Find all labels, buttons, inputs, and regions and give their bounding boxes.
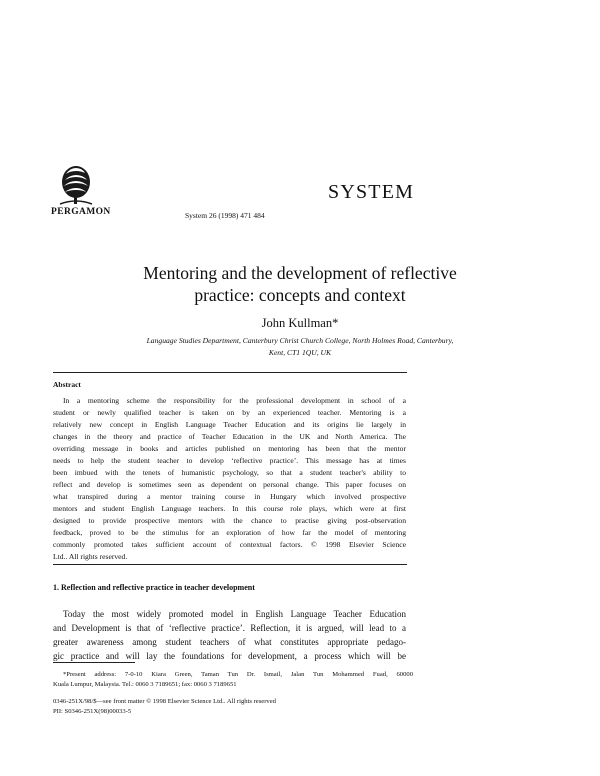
abstract-line: reflect and develop is sometimes seen as dependent on personal change. This paper focuses on: [53, 480, 406, 489]
body-line: gic practice and will lay the foundations for development, a process which will be: [53, 651, 406, 661]
abstract-line: feedback, proved to be the stimulus for an exploration of how far the model of mentoring: [53, 528, 406, 537]
footnote-line: Kuala Lumpur, Malaysia. Tel.: 0060 3 7189651; fax: 0060 3 7189651: [53, 681, 237, 688]
copyright-imprint: 0346-251X/98/$—see front matter © 1998 Elsevier Science Ltd.. All rights reserved: [53, 698, 276, 705]
affiliation-line-1: Language Studies Department, Canterbury Christ Church College, North Holmes Road, Canterbury,: [146, 336, 454, 345]
abstract-line: relatively new concept in English Language Teacher Education and its origins lie largely in: [53, 420, 406, 429]
section-heading: 1. Reflection and reflective practice in teacher development: [53, 583, 255, 592]
abstract-top-rule: [53, 372, 407, 373]
body-line: greater awareness among student teachers of what constitutes appropriate pedago-: [53, 637, 406, 647]
article-title-line-2: practice: concepts and context: [194, 285, 406, 305]
publisher-name: PERGAMON: [51, 207, 111, 217]
abstract-line: In a mentoring scheme the responsibility for the professional development in school of a: [63, 396, 406, 405]
abstract-line: been imbued with the tenets of humanistic psychology, so that a student teacher's ability to: [53, 468, 406, 477]
abstract-line: mentors and student English Language teachers. In this course role plays, which were at first: [53, 504, 406, 513]
journal-name: SYSTEM: [328, 181, 415, 203]
footnote-line: *Present address: 7-0-10 Kiara Green, Taman Tun Dr. Ismail, Jalan Tun Mohammed Fuad, 60000: [63, 671, 413, 678]
journal-citation: System 26 (1998) 471 484: [185, 211, 265, 220]
author-name: John Kullman*: [261, 316, 339, 330]
abstract-line: commonly promoted takes sufficient account of contextual factors. © 1998 Elsevier Science: [53, 540, 406, 549]
abstract-line: Ltd.. All rights reserved.: [53, 552, 128, 561]
abstract-bottom-rule: [53, 564, 407, 565]
abstract-line: overriding message in books and articles published on mentoring has been that the mentor: [53, 444, 406, 453]
body-line: Today the most widely promoted model in English Language Teacher Education: [63, 609, 406, 619]
abstract-line: designed to provide prospective mentors with the chance to practise giving post-observation: [53, 516, 406, 525]
abstract-heading: Abstract: [53, 380, 81, 389]
footnote-rule: [53, 662, 135, 663]
body-line: and Development is that of ‘reflective practice’. Reflection, it is argued, will lead to a: [53, 623, 406, 633]
abstract-line: changes in the theory and practice of Teacher Education in the UK and North America. The: [53, 432, 406, 441]
affiliation-line-2: Kent, CT1 1QU, UK: [268, 348, 332, 357]
article-title-line-1: Mentoring and the development of reflective: [143, 263, 457, 283]
abstract-line: what transpired during a mentor training course in Hungary which involved prospective: [53, 492, 406, 501]
abstract-line: needs to help the student teacher to develop ‘reflective practice’. This message has at times: [53, 456, 406, 465]
abstract-line: student or newly qualified teacher is taken on by an experienced teacher. Mentoring is a: [53, 408, 406, 417]
pii-identifier: PII: S0346-251X(98)00033-5: [53, 708, 132, 715]
